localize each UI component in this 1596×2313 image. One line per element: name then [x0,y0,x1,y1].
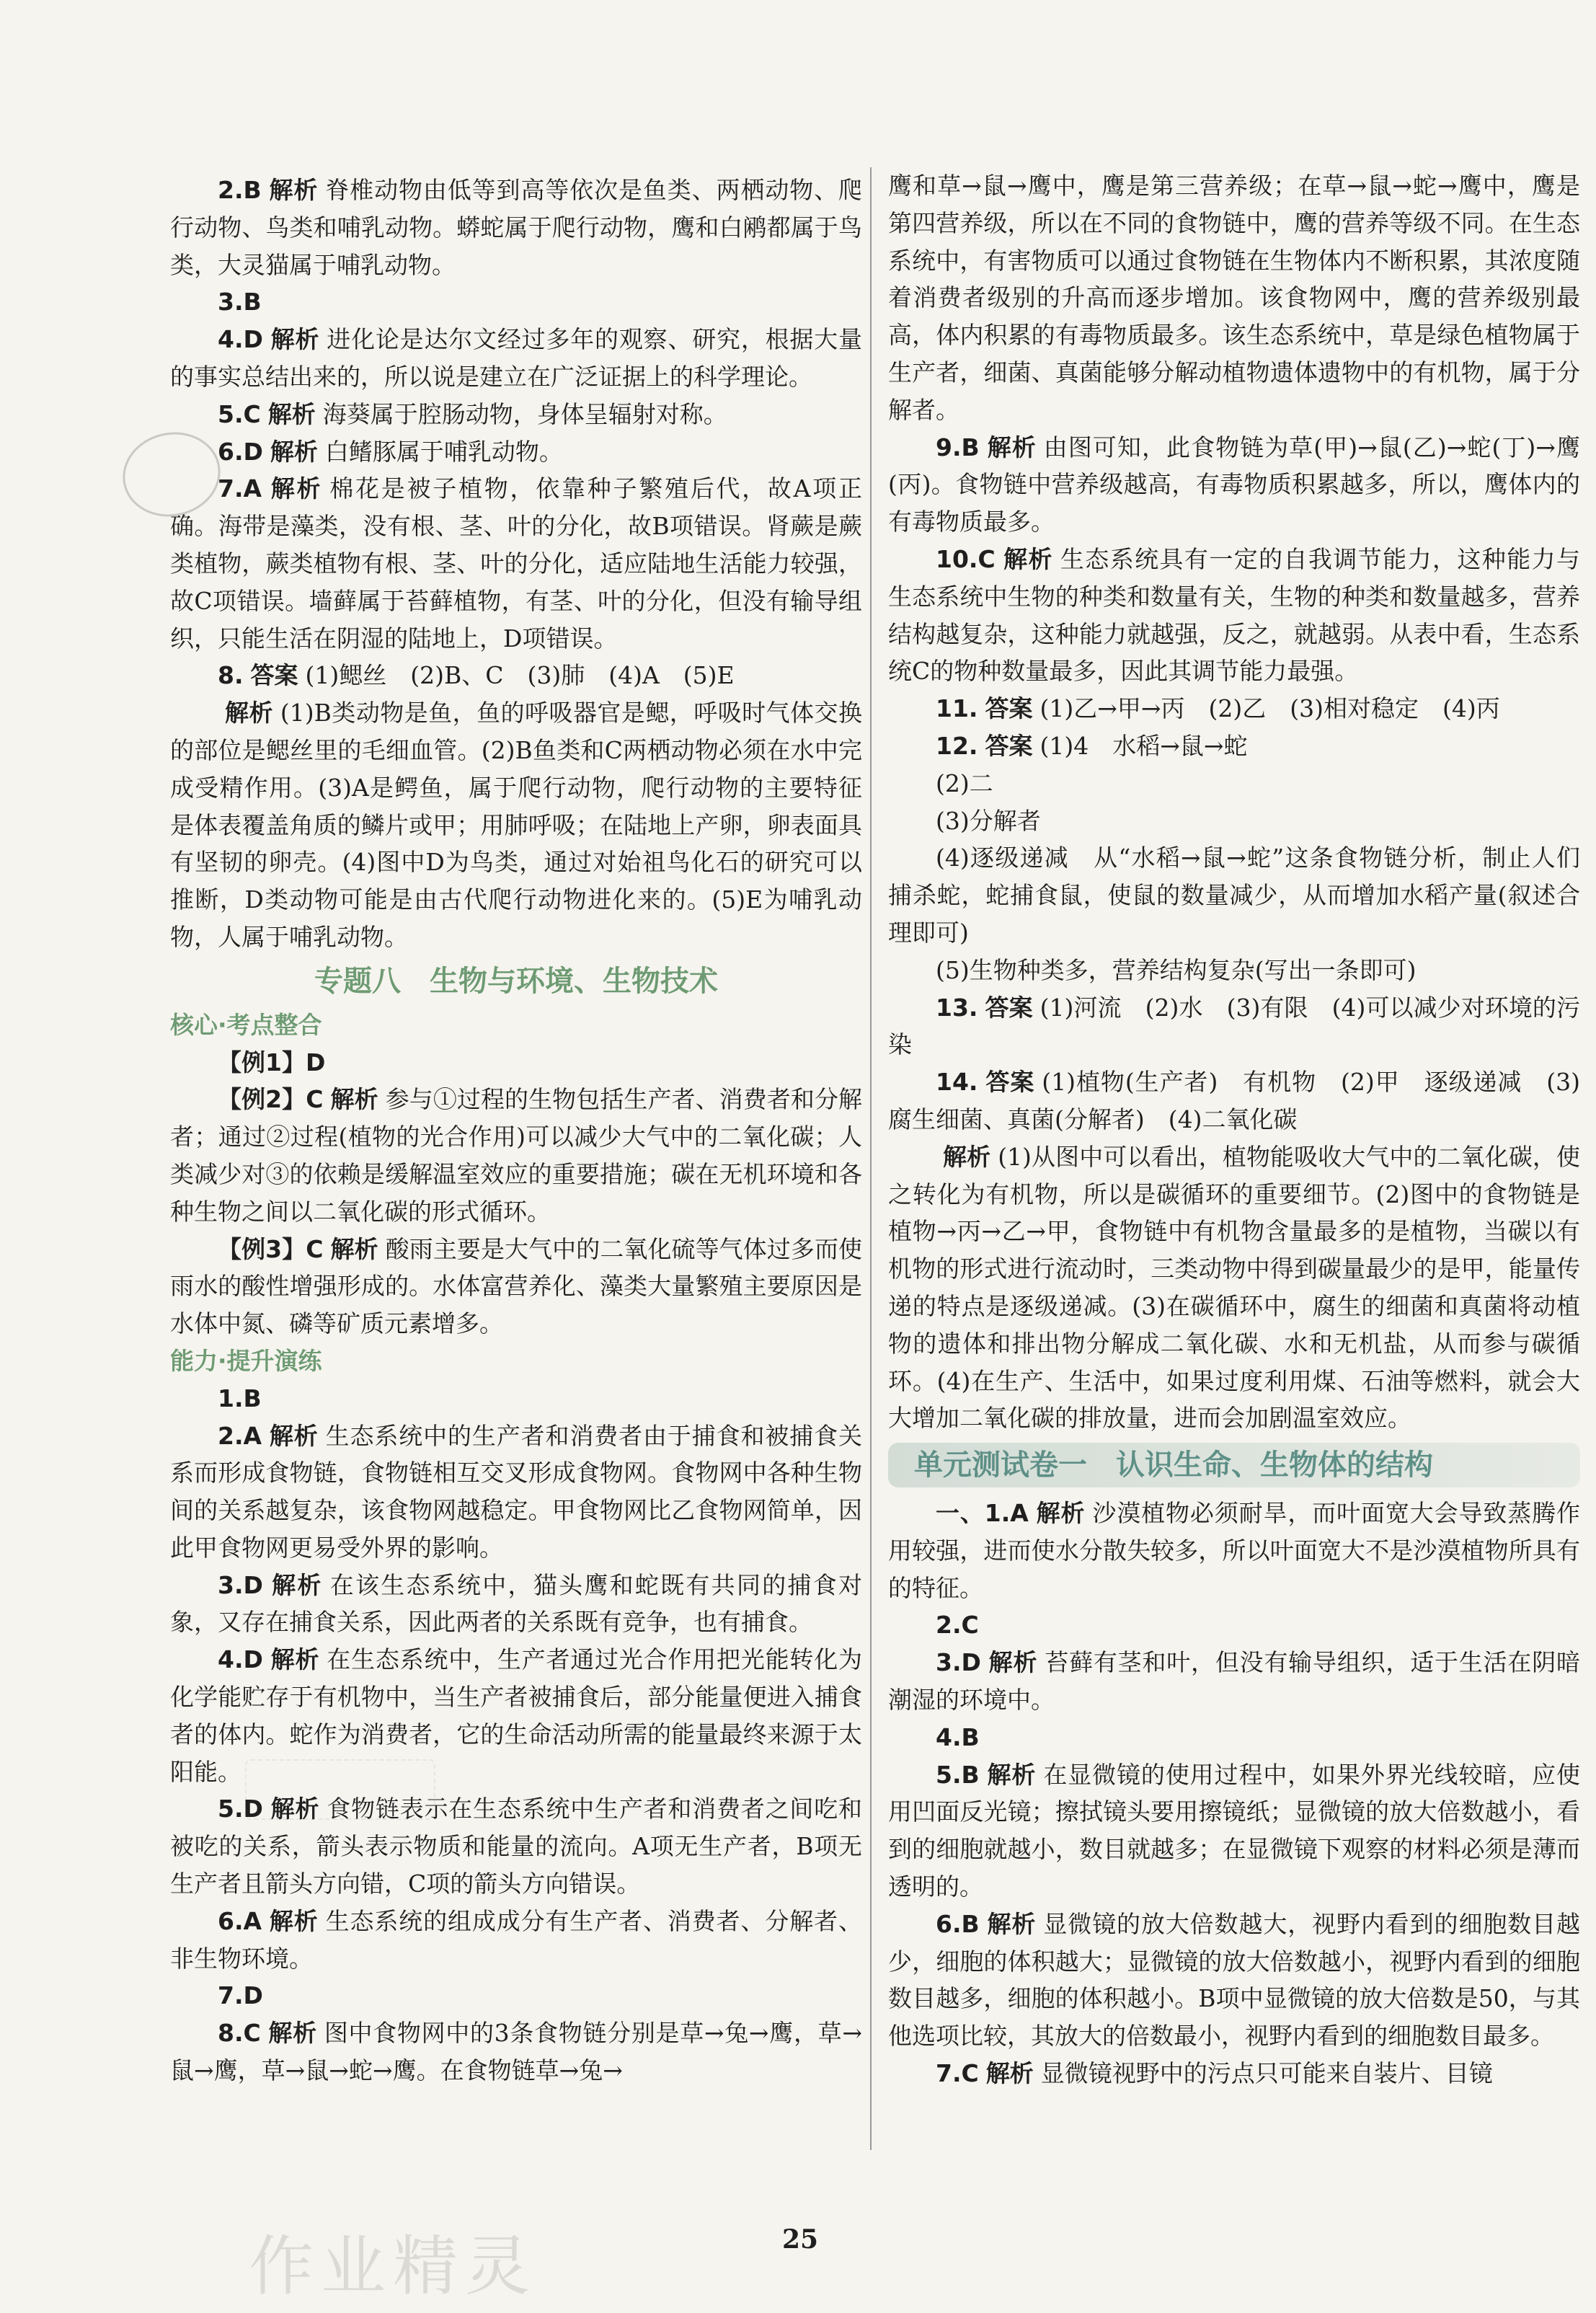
answer-text: 食物链表示在生态系统中生产者和消费者之间吃和被吃的关系，箭头表示物质和能量的流向。A项无生产者，B项无生产者且箭头方向错，C项的箭头方向错误。 [170,1795,863,1898]
answer-number: 13. [936,993,978,1022]
answer-text: (1)植物(生产者) 有机物 (2)甲 逐级递减 (3)腐生细菌、真菌(分解者) (4)二氧化碳 [888,1068,1581,1133]
answer-text: 生态系统中的生产者和消费者由于捕食和被捕食关系而形成食物链，食物链相互交叉形成食物网。食物网中各种生物间的关系越复杂，该食物网越稳定。甲食物网比乙食物网简单，因此甲食物网更易受外界的影响。 [170,1421,863,1562]
answer-keyword: 解析 [267,399,316,428]
answer-text: 进化论是达尔文经过多年的观察、研究，根据大量的事实总结出来的，所以说是建立在广泛证据上的科学理论。 [170,325,863,391]
answer-number: 6.B [936,1909,980,1938]
answer-item [170,433,862,471]
answer-text: (1)鳃丝 (2)B、C (3)肺 (4)A (5)E [305,661,735,690]
answer-number: 2.B [218,176,262,204]
answer-item [888,1644,1580,1719]
answer-text: 图中食物网中的3条食物链分别是草→兔→鹰，草→鼠→鹰，草→鼠→蛇→鹰。在食物链草→兔→ [170,2019,863,2085]
answer-text: 生态系统的组成成分有生产者、消费者、分解者、非生物环境。 [170,1906,863,1973]
answer-item [170,1790,862,1902]
answer-keyword: 解析 [330,1234,378,1263]
answer-item [888,727,1580,765]
answer-item [170,1641,862,1790]
answer-number: 8.C [218,2019,261,2048]
answer-number: 7.D [218,1981,263,2010]
answer-number: 4.D [218,1645,263,1674]
answer-text: 在生态系统中，生产者通过光合作用把光能转化为化学能贮存于有机物中，当生产者被捕食后，部分能量便进入捕食者的体内。蛇作为消费者，它的生命活动所需的能量最终来源于太阳能。 [170,1645,863,1786]
answer-keyword: 解析 [225,699,273,727]
column-divider [870,167,872,2150]
answer-keyword: 解析 [268,176,319,204]
answer-text: 苔藓有茎和叶，但没有输导组织，适于生活在阴暗潮湿的环境中。 [888,1648,1581,1715]
answer-text: 棉花是被子植物，依靠种子繁殖后代，故A项正确。海带是藻类，没有根、茎、叶的分化，故B项错误。肾蕨是蕨类植物，蕨类植物有根、茎、叶的分化，适应陆地生活能力较强，故C项错误。墙藓属于苔藓植物，有茎、叶的分化，但没有输导组织，只能生活在阴湿的陆地上，D项错误。 [170,474,862,653]
answer-number: 8. [218,661,244,690]
answer-keyword: 答案 [985,731,1033,760]
answer-keyword: 解析 [985,2059,1034,2088]
answer-keyword: 解析 [988,1648,1038,1677]
answer-item [170,172,862,283]
answer-text: 白鳍豚属于哺乳动物。 [324,437,563,466]
answer-text: (1)乙→甲→丙 (2)乙 (3)相对稳定 (4)丙 [1039,694,1500,723]
answer-number: 1.B [218,1384,262,1412]
page-number: 25 [781,2224,819,2255]
answer-item [170,1903,862,1978]
answer-item [888,802,1580,840]
answer-item [888,839,1580,951]
answer-keyword: 解析 [1002,544,1053,573]
answer-number: 5.C [218,399,261,428]
answer-item [170,396,862,433]
unit-answers [888,1495,1580,2092]
answer-item [888,1063,1580,1138]
answer-text: (1)从图中可以看出，植物能吸收大气中的二氧化碳，使之转化为有机物，所以是碳循环的重要细节。(2)图中的食物链是植物→丙→乙→甲，食物链中有机物含量最多的是植物，当碳以有机物的形式进行流动时，三类动物中得到碳量最少的是甲，能量传递的特点是逐级递减。(3)在碳循环中，腐生的细菌和真菌将动植物的遗体和排出物分解成二氧化碳、水和无机盐，从而参与碳循环。(4)在生产、生活中，如果过度利用煤、石油等燃料，就会大大增加二氧化碳的排放量，进而会加剧温室效应。 [888,1142,1581,1433]
answer-item [170,694,862,956]
answer-text: (3)分解者 [936,806,1041,835]
answer-text: (1)4 水稻→鼠→蛇 [1039,731,1248,760]
answer-text: 参与①过程的生物包括生产者、消费者和分解者；通过②过程(植物的光合作用)可以减少大气中的二氧化碳；人类减少对③的依赖是缓解温室效应的重要措施；碳在无机环境和各种生物之间以二氧化碳的形式循环。 [170,1085,863,1226]
answer-number: 3.B [218,288,262,317]
answer-number: 3.D [936,1648,981,1677]
answer-keyword: 答案 [250,661,298,690]
answer-number: 7.C [936,2059,979,2088]
answer-keyword: 解析 [986,1909,1037,1938]
answer-text: 在该生态系统中，猫头鹰和蛇既有共同的捕食对象，又存在捕食关系，因此两者的关系既有竞争，也有捕食。 [170,1570,862,1637]
answer-keyword: 解析 [270,1570,323,1599]
left-answers [170,172,862,956]
answer-item [888,690,1580,727]
answer-number: 2.A [218,1421,262,1450]
answer-number: 10.C [936,544,996,573]
answer-text: 在显微镜的使用过程中，如果外界光线较暗，应使用凹面反光镜；擦拭镜头要用擦镜纸；显微镜的放大倍数越小，看到的细胞就越小，数目就越多；在显微镜下观察的材料必须是薄而透明的。 [888,1760,1581,1901]
core-title: 核心·考点整合 [170,1010,322,1039]
watermark-text: 作业精灵 [249,2229,537,2304]
answer-item [170,1044,862,1082]
answer-text: 生态系统具有一定的自我调节能力，这种能力与生态系统中生物的种类和数量有关，生物的种类和数量越多，营养结构越复杂，这种能力就越强，反之，就越弱。从表中看，生态系统C的物种数量最多，因此其调节能力最强。 [888,544,1581,686]
answer-text: (1)B类动物是鱼，鱼的呼吸器官是鳃，呼吸时气体交换的部位是鳃丝里的毛细血管。(2)B鱼类和C两栖动物必须在水中完成受精作用。(3)A是鳄鱼，属于爬行动物，爬行动物的主要特征是体表覆盖角质的鳞片或甲；用肺呼吸；在陆地上产卵，卵表面具有坚韧的卵壳。(4)图中D为鸟类，通过对始祖鸟化石的研究可以推断，D类动物可能是由古代爬行动物进化来的。(5)E为哺乳动物，人属于哺乳动物。 [170,699,863,951]
answer-item [170,470,862,657]
answer-item [888,1606,1580,1644]
answer-keyword: 解析 [269,1906,319,1935]
answer-number: 【例1】D [218,1048,326,1076]
answer-number: 9.B [936,433,980,461]
answer-text: 显微镜视野中的污点只可能来自装片、目镜 [1040,2059,1493,2088]
answer-text: 沙漠植物必须耐旱，而叶面宽大会导致蒸腾作用较强，进而使水分散失较多，所以叶面宽大不是沙漠植物所具有的特征。 [888,1499,1581,1602]
section-title: 专题八 生物与环境、生物技术 [314,964,718,998]
answer-item [888,952,1580,989]
answer-keyword: 解析 [270,1645,320,1674]
answer-keyword: 解析 [270,1795,320,1823]
ability-list [170,1380,862,2089]
answer-number: 4.D [218,325,263,354]
answer-number: 7.A [218,474,262,503]
answer-text: (5)生物种类多，营养结构复杂(写出一条即可) [936,955,1417,984]
answer-text: 鹰和草→鼠→鹰中，鹰是第三营养级；在草→鼠→蛇→鹰中，鹰是第四营养级，所以在不同的食物链中，鹰的营养等级不同。在生态系统中，有害物质可以通过食物链在生物体内不断积累，其浓度随着消费者级别的升高而逐步增加。该食物网中，鹰的营养级别最高，体内积累的有毒物质最多。该生态系统中，草是绿色植物属于生产者，细菌、真菌能够分解动植物遗体遗物中的有机物，属于分解者。 [888,172,1580,424]
right-column [888,167,1580,2092]
answer-text: (1)河流 (2)水 (3)有限 (4)可以减少对环境的污染 [888,993,1580,1059]
answer-number: 12. [936,731,978,760]
answer-item [888,167,1580,429]
answer-item [888,765,1580,802]
answer-item [170,1380,862,1418]
answer-text: 脊椎动物由低等到高等依次是鱼类、两栖动物、爬行动物、鸟类和哺乳动物。蟒蛇属于爬行动物，鹰和白鹇都属于鸟类，大灵猫属于哺乳动物。 [170,176,863,279]
answer-keyword: 解析 [270,325,320,354]
answer-number: 【例2】C [218,1085,324,1114]
answer-text: 酸雨主要是大气中的二氧化硫等气体过多而使雨水的酸性增强形成的。水体富营养化、藻类大量繁殖主要原因是水体中氮、磷等矿质元素增多。 [170,1234,863,1338]
answer-item [170,1081,862,1230]
answer-keyword: 答案 [985,694,1033,723]
answer-keyword: 解析 [269,474,323,503]
answer-item [170,2015,862,2089]
answer-item [888,541,1580,690]
answer-keyword: 解析 [270,437,318,466]
answer-item [170,1567,862,1642]
answer-item [170,321,862,396]
answer-keyword: 解析 [986,433,1037,461]
answer-keyword: 解析 [943,1142,991,1171]
answer-number: 2.C [936,1611,979,1640]
answer-item [888,989,1580,1064]
answer-number: 4.B [936,1722,980,1751]
answer-item [888,2055,1580,2092]
answer-text: 海葵属于腔肠动物，身体呈辐射对称。 [322,399,727,428]
answer-number: 6.D [218,437,263,466]
right-answers [888,167,1580,1437]
answer-number: 3.D [218,1570,263,1599]
answer-item [888,1906,1580,2055]
answer-keyword: 答案 [985,1068,1035,1097]
answer-number: 14. [936,1068,978,1097]
left-column [170,172,862,2089]
answer-text: 显微镜的放大倍数越大，视野内看到的细胞数目越少，细胞的体积越大；显微镜的放大倍数越小，视野内看到的细胞数目越多，细胞的体积越小。B项中显微镜的放大倍数是50，与其他选项比较，其放大的倍数最小，视野内看到的细胞数目最多。 [888,1909,1581,2051]
answer-item [170,1418,862,1567]
answer-text: (4)逐级递减 从“水稻→鼠→蛇”这条食物链分析，制止人们捕杀蛇，蛇捕食鼠，使鼠的数量减少，从而增加水稻产量(叙述合理即可) [888,844,1580,947]
answer-number: 一、1.A [936,1499,1029,1528]
ability-title: 能力·提升演练 [170,1346,322,1375]
answer-number: 【例3】C [218,1234,324,1263]
answer-item [170,657,862,694]
answer-keyword: 解析 [1035,1499,1086,1528]
answer-number: 5.B [936,1760,980,1789]
answer-number: 5.D [218,1795,263,1823]
answer-keyword: 解析 [330,1085,378,1114]
answer-item [170,1231,862,1343]
answer-item [888,429,1580,541]
answer-keyword: 答案 [985,993,1033,1022]
answer-item [888,1756,1580,1906]
answer-item [888,1138,1580,1437]
answer-text: (2)二 [936,769,993,797]
answer-number: 11. [936,694,978,723]
unit-title: 单元测试卷一 认识生命、生物体的结构 [888,1443,1580,1487]
answer-item [170,283,862,321]
answer-item [888,1495,1580,1606]
examples-list [170,1044,862,1343]
answer-item [170,1977,862,2015]
answer-keyword: 解析 [267,2019,317,2048]
answer-keyword: 解析 [986,1760,1037,1789]
answer-item [888,1719,1580,1756]
answer-number: 6.A [218,1906,262,1935]
answer-text: 由图可知，此食物链为草(甲)→鼠(乙)→蛇(丁)→鹰(丙)。食物链中营养级越高，有毒物质积累越多，所以，鹰体内的有毒物质最多。 [888,433,1580,536]
answer-keyword: 解析 [269,1421,319,1450]
